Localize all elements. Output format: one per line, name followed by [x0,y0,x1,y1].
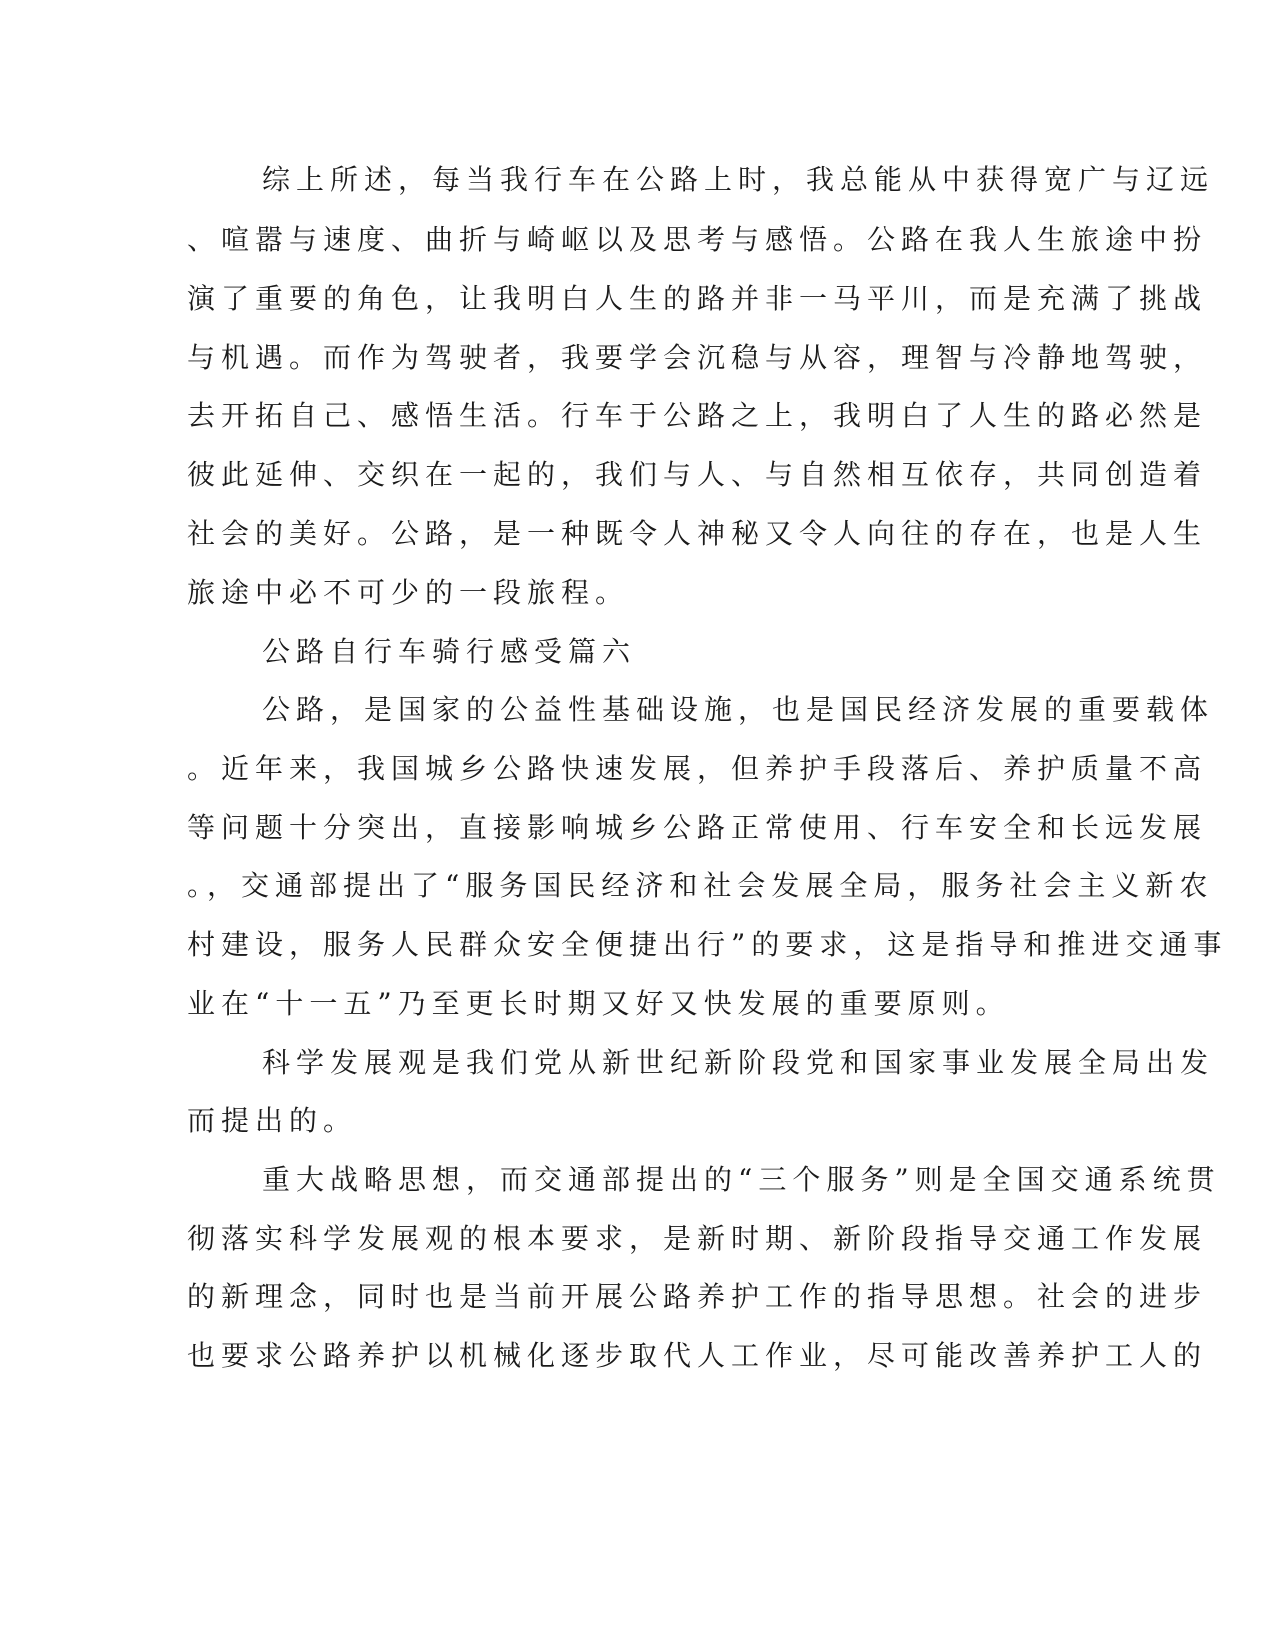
paragraph-line: 彻落实科学发展观的根本要求，是新时期、新阶段指导交通工作发展 [187,1222,1208,1255]
paragraph-line: 科学发展观是我们党从新世纪新阶段党和国家事业发展全局出发 [262,1046,1215,1079]
paragraph-line: 与机遇。而作为驾驶者，我要学会沉稳与从容，理智与冷静地驾驶， [187,341,1208,374]
paragraph-line: 等问题十分突出，直接影响城乡公路正常使用、行车安全和长远发展 [187,811,1208,844]
paragraph-line: 演了重要的角色，让我明白人生的路并非一马平川，而是充满了挑战 [187,282,1208,315]
paragraph-line: 。，交通部提出了“服务国民经济和社会发展全局，服务社会主义新农 [187,869,1214,902]
paragraph-line: 去开拓自己、感悟生活。行车于公路之上，我明白了人生的路必然是 [187,399,1208,432]
paragraph-line: 的新理念，同时也是当前开展公路养护工作的指导思想。社会的进步 [187,1280,1208,1313]
paragraph-line: 公路，是国家的公益性基础设施，也是国民经济发展的重要载体 [262,693,1215,726]
paragraph-line: 综上所述，每当我行车在公路上时，我总能从中获得宽广与辽远 [262,163,1215,196]
paragraph-line: 旅途中必不可少的一段旅程。 [187,576,630,609]
paragraph-line: 彼此延伸、交织在一起的，我们与人、与自然相互依存，共同创造着 [187,458,1208,491]
paragraph-line: 重大战略思想，而交通部提出的“三个服务”则是全国交通系统贯 [262,1163,1221,1196]
paragraph-line: 也要求公路养护以机械化逐步取代人工作业，尽可能改善养护工人的 [187,1339,1208,1372]
paragraph-line: 社会的美好。公路，是一种既令人神秘又令人向往的存在，也是人生 [187,517,1208,550]
paragraph-line: 、喧嚣与速度、曲折与崎岖以及思考与感悟。公路在我人生旅途中扮 [187,223,1208,256]
paragraph-line: 而提出的。 [187,1104,358,1137]
paragraph-line: 村建设，服务人民群众安全便捷出行”的要求，这是指导和推进交通事 [187,928,1228,961]
paragraph-line: 。近年来，我国城乡公路快速发展，但养护手段落后、养护质量不高 [187,752,1208,785]
section-heading: 公路自行车骑行感受篇六 [262,635,637,668]
paragraph-line: 业在“十一五”乃至更长时期又好又快发展的重要原则。 [187,987,1010,1020]
